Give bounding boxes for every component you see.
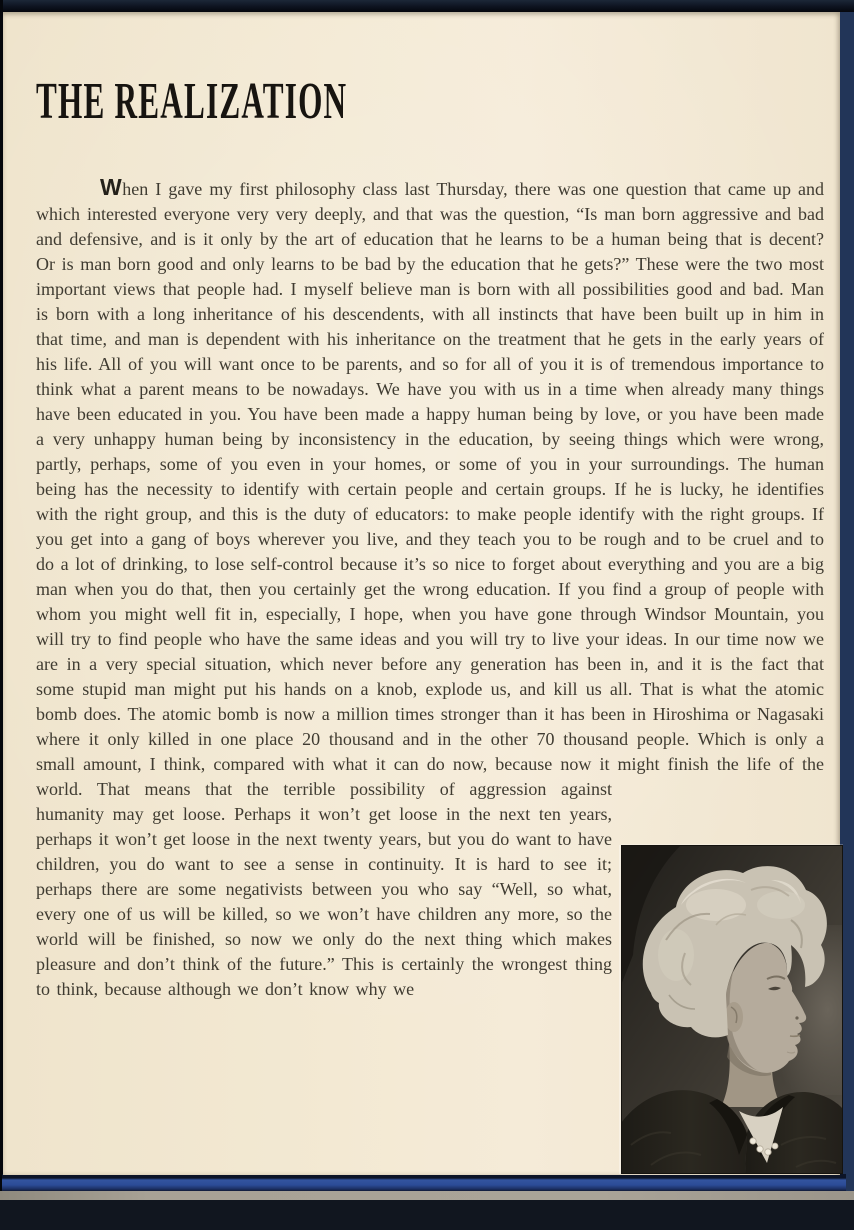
paragraph-text: hen I gave my first philosophy class last Thursday, there was one question that came up and which interested everyone very very deeply, and that was the question, “Is man born aggressive and bad and defensive, and is it only by the art of education that he learns to be a human being that is decent? Or is man born good and only learns to be bad by the education that he gets?” These were the two most important views that people had. I myself believe man is born with all possibilities good and bad. Man is born with a long inheritance of his descendents, with all instincts that have been built up in him in that time, and man is dependent with his inheritance on the treatment that he gets in the early years of his life. All of you will want once to be parents, and so for all of you it is of tremendous importance to think what a parent means to be nowadays. We have you with us in a time when already many things have been educated in you. You have been made a happy human being by love, or you have been made a very unhappy human being by inconsistency in the education, by seeing things which were wrong, partly, perhaps, some of you even in your homes, or some of you in your surroundings. The human being has the necessity to identify with certain people and certain groups. If he is lucky, he identifies with the right group, and this is the duty of educators: to make people identify with the right groups. If you get into a gang of boys wherever you live, and they teach you to be rough and to be cruel and to do a lot of drinking, to lose self-control because it’s so nice to forget about everything and you are a big man when you do that, then you certainly get the wrong education. If you find a group of people with whom you might well fit in, especially, I hope, when you have gone through Windsor Mountain, you will try to find people who have the same ideas and you will try to live your ideas. In our time now we are in a very special situation, which never before any generation has been in, and it is the fact that some stupid man might put his hands on a knob, explode us, and kill us all. That is what the atomic bomb does. The atomic bomb is now a million times stronger than it has been in Hiroshima or Nagasaki where it only killed in one place 20 thousand and in the other 70 thousand people. Which is only a small amount, I think, compared with what it can do now, because now it might finish the life of the world. That means that the terrible possibility of aggression against humanity may get loose. Perhaps it won’t get loose in the next ten years, perhaps it won’t get loose in the next twenty years, but you do want to have children, you do want to see a sense in continuity. It is hard to see it; perhaps there are some negativists between you who say “Well, so what, every one of us will be killed, so we won’t have children any more, so the world will be finished, so now we only do the next thing which makes pleasure and don’t think of the future.” This is certainly the wrongest thing to think, because although we don’t know why we (36, 179, 824, 999)
woman-portrait-illustration (621, 845, 843, 1174)
drop-cap-initial: W (100, 174, 123, 200)
book-cover-top-edge (0, 0, 854, 12)
scanned-page (3, 12, 840, 1175)
page-title: THE REALIZATION (36, 73, 348, 130)
portrait-photo (621, 845, 843, 1174)
